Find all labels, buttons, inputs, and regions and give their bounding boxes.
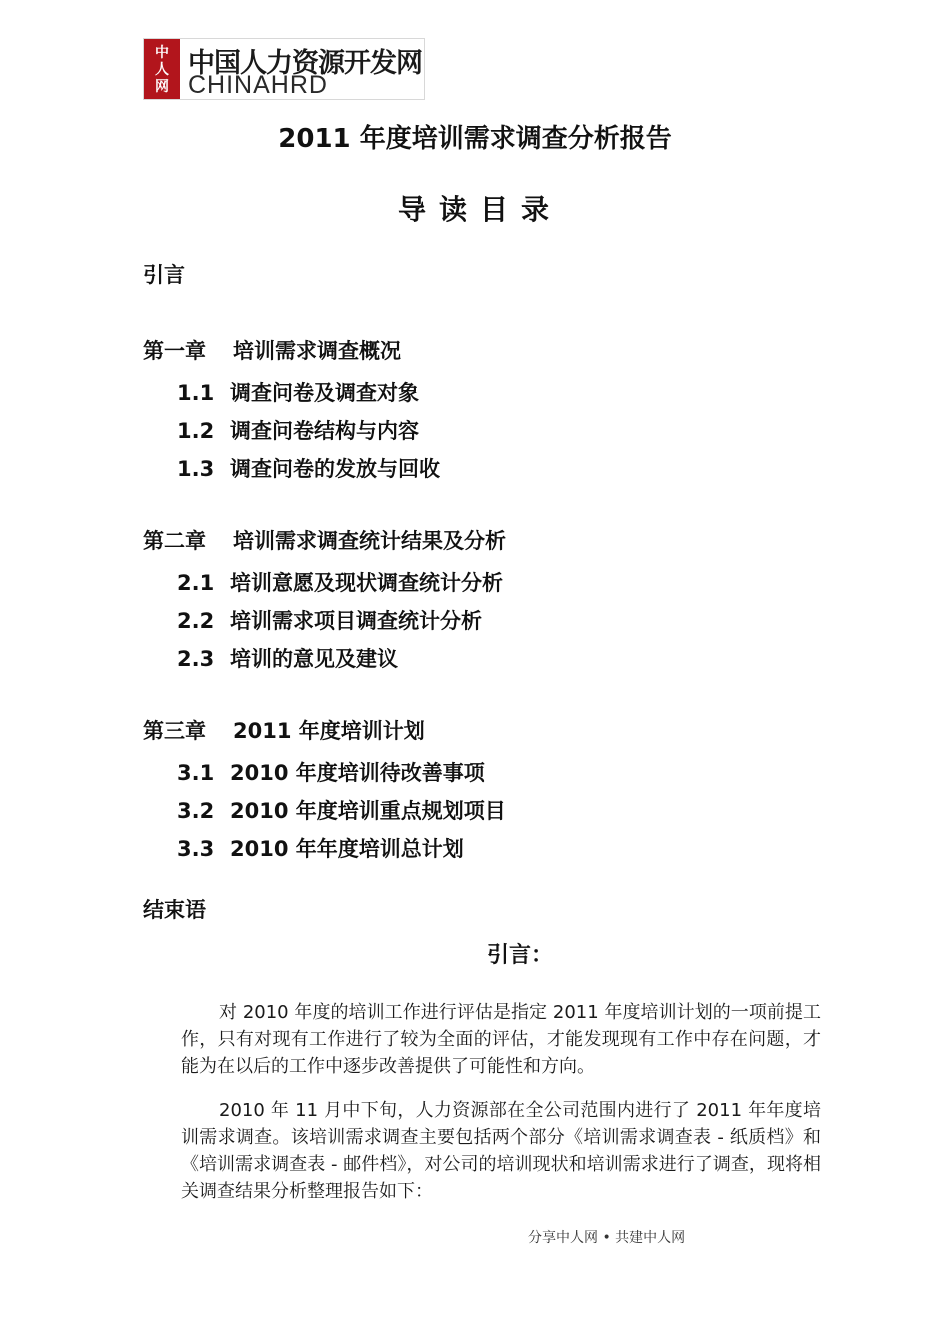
section-title: 调查问卷的发放与回收 — [230, 457, 440, 481]
section-title: 调查问卷结构与内容 — [230, 419, 419, 443]
toc-chapter-3[interactable] — [143, 717, 425, 745]
logo-text-cn: 中国人力资源开发网 — [188, 48, 422, 79]
section-title: 调查问卷及调查对象 — [230, 381, 419, 405]
page-footer: 分享中人网 • 共建中人网 — [528, 1230, 686, 1246]
toc-section-2-3[interactable] — [177, 645, 398, 673]
section-number: 1.2 — [177, 419, 215, 443]
section-number: 3.2 — [177, 799, 215, 823]
toc-closing[interactable]: 结束语 — [143, 898, 206, 922]
section-title: 培训的意见及建议 — [230, 647, 398, 671]
chapter-title: 培训需求调查统计结果及分析 — [233, 529, 506, 553]
section-number: 3.3 — [177, 837, 215, 861]
section-title: 2010 年度培训待改善事项 — [230, 761, 485, 785]
chapter-number: 第三章 — [143, 719, 206, 743]
toc-section-1-1[interactable] — [177, 379, 419, 407]
section-number: 2.2 — [177, 609, 215, 633]
report-title: 2011 年度培训需求调查分析报告 — [278, 124, 672, 154]
chapter-title: 2011 年度培训计划 — [233, 719, 425, 743]
toc-section-3-2[interactable] — [177, 797, 506, 825]
section-number: 1.1 — [177, 381, 215, 405]
section-title: 培训需求项目调查统计分析 — [230, 609, 482, 633]
toc-heading: 导读目录 — [397, 193, 562, 226]
toc-section-1-3[interactable] — [177, 455, 440, 483]
toc-chapter-1[interactable] — [143, 337, 401, 365]
toc-section-2-1[interactable] — [177, 569, 503, 597]
chapter-number: 第一章 — [143, 339, 206, 363]
section-number: 1.3 — [177, 457, 215, 481]
section-number: 2.1 — [177, 571, 215, 595]
intro-paragraph-1: 对 2010 年度的培训工作进行评估是指定 2011 年度培训计划的一项前提工作，只有对现有工作进行了较为全面的评估，才能发现现有工作中存在问题，才能为在以后的工作中逐步改善提供了可能性和方向。 — [181, 1002, 821, 1077]
section-number: 3.1 — [177, 761, 215, 785]
section-title: 2010 年度培训重点规划项目 — [230, 799, 506, 823]
toc-section-2-2[interactable] — [177, 607, 482, 635]
logo-mark: 中 人 网 — [144, 39, 180, 99]
chinahrd-logo — [143, 38, 425, 100]
logo-text-en: CHINAHRD — [188, 71, 328, 99]
intro-paragraph-2: 2010 年 11 月中下旬，人力资源部在全公司范围内进行了 2011 年年度培训需求调查。该培训需求调查主要包括两个部分《培训需求调查表 - 纸质档》和《培训需求调查表 - 邮件档》，对公司的培训现状和培训需求进行了调查，现将相关调查结果分析整理报告如下： — [181, 1100, 821, 1202]
chapter-number: 第二章 — [143, 529, 206, 553]
section-title: 培训意愿及现状调查统计分析 — [230, 571, 503, 595]
toc-section-1-2[interactable] — [177, 417, 419, 445]
section-title: 2010 年年度培训总计划 — [230, 837, 464, 861]
section-number: 2.3 — [177, 647, 215, 671]
toc-chapter-2[interactable] — [143, 527, 506, 555]
chapter-title: 培训需求调查概况 — [233, 339, 401, 363]
toc-intro[interactable]: 引言 — [143, 263, 185, 287]
intro-heading: 引言： — [487, 943, 554, 968]
toc-section-3-1[interactable] — [177, 759, 485, 787]
toc-section-3-3[interactable] — [177, 835, 464, 863]
